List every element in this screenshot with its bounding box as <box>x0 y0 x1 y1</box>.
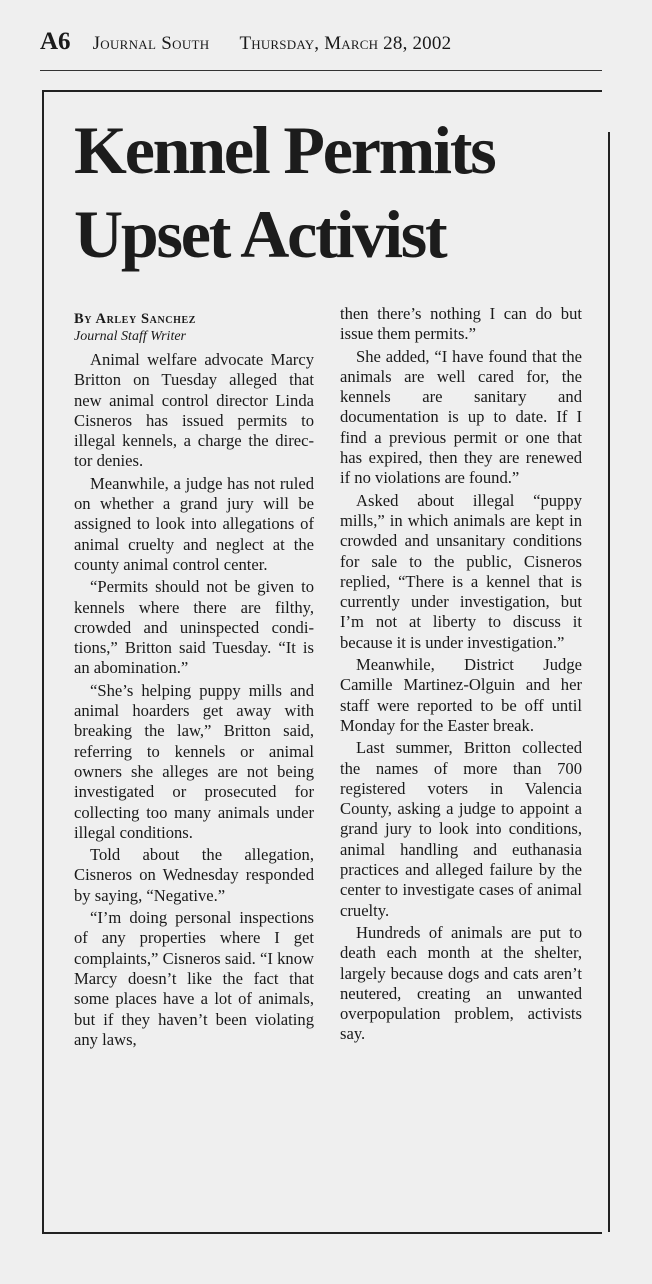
paragraph: Meanwhile, District Judge Camille Martinez-Olguin and her staff were reported to be off until Monday for the Easter break. <box>340 655 582 735</box>
paragraph: She added, “I have found that the animals are well cared for, the kennels are sanitary and documentation is up to date. If I find a previous permit or one that has expired, then they are renewed if no violations are found.” <box>340 346 582 488</box>
masthead-rule <box>40 70 602 71</box>
page-masthead <box>40 28 600 58</box>
article-column-left <box>74 310 314 1052</box>
byline-role: Journal Staff Writer <box>74 329 186 344</box>
paragraph-continuation: then there’s nothing I can do but issue them permits.” <box>340 304 582 344</box>
paragraph: “I’m doing personal inspections of any properties where I get complaints,” Cisneros said. “I know Marcy doesn’t like the fact that some places have a lot of animals, but if they haven’t been violating any laws, <box>74 908 314 1049</box>
section-name: Journal South <box>92 33 210 54</box>
article-headline: Kennel Permits Upset Activist <box>74 112 495 272</box>
paragraph: Meanwhile, a judge has not ruled on whether a grand jury will be assigned to look into allegations of animal cruelty and neglect at the county animal control center. <box>74 473 314 574</box>
clipping-right-border <box>608 132 610 1232</box>
publication-date: Thursday, March 28, 2002 <box>239 33 452 54</box>
paragraph: Hundreds of animals are put to death each month at the shelter, largely because dogs and cats aren’t neutered, creating an unwanted overpopulation problem, activists say. <box>340 922 582 1044</box>
paragraph: Asked about illegal “puppy mills,” in which animals are kept in crowded and unsanitary conditions for sale to the public, Cisneros replied, “There is a kennel that is currently under investigation, but I’m not at liberty to discuss it because it is under investigation.” <box>340 490 582 652</box>
paragraph: Told about the allegation, Cisneros on Wednesday responded by saying, “Negative.” <box>74 845 314 905</box>
paragraph: “She’s helping puppy mills and animal hoarders get away with breaking the law,” Britton said, referring to kennels or animal owners she alleges are not being investigated or prosecuted for collecting too many animals under illegal conditions. <box>74 680 314 842</box>
paragraph: “Permits should not be given to kennels where there are filthy, crowded and uninspected conditions,” Britton said Tuesday. “It is an abomination.” <box>74 577 314 678</box>
paragraph: Animal welfare advocate Marcy Britton on Tuesday alleged that new animal control director Linda Cisneros has issued permits to illegal kennels, a charge the director denies. <box>74 350 314 471</box>
byline: By Arley Sanchez <box>74 311 197 327</box>
paragraph: Last summer, Britton collected the names of more than 700 registered voters in Valencia County, asking a judge to appoint a grand jury to look into conditions, animal handling and euthanasia practices and alleged failure by the center to investigate cases of animal cruelty. <box>340 738 582 920</box>
page-number: A6 <box>40 28 71 55</box>
article-clipping <box>42 90 602 1234</box>
article-column-right <box>340 304 582 1047</box>
